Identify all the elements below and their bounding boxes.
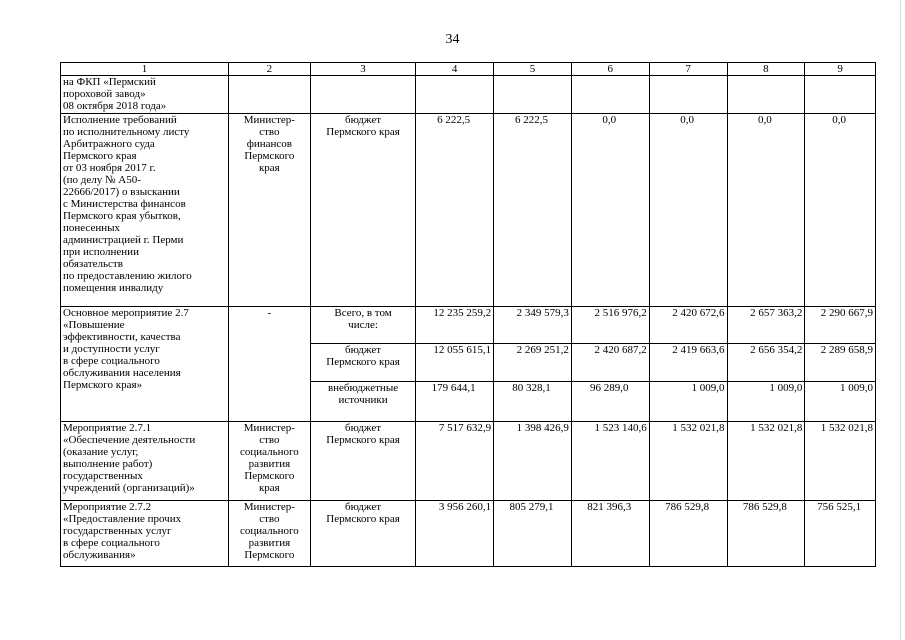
amount-year-4: 786 529,8: [727, 501, 805, 567]
amount-year-2: 821 396,3: [571, 501, 649, 567]
table-row: [61, 422, 876, 501]
amount-year-5: 756 525,1: [805, 501, 876, 567]
amount-total: [416, 76, 494, 114]
amount-year-4: [727, 76, 805, 114]
funding-source: Всего, в том числе:: [310, 307, 415, 344]
amount-total: 179 644,1: [416, 382, 494, 422]
funding-source: бюджет Пермского края: [310, 422, 415, 501]
amount-year-1: 805 279,1: [494, 501, 572, 567]
amount-year-3: 1 532 021,8: [649, 422, 727, 501]
activity-name: Мероприятие 2.7.1 «Обеспечение деятельности (оказание услуг, выполнение работ) государственных учреждений (организаций)»: [61, 422, 229, 501]
table-row: [61, 114, 876, 307]
responsible-executor: -: [228, 307, 310, 422]
column-header-1: 1: [61, 63, 229, 76]
amount-year-4: 0,0: [727, 114, 805, 307]
column-header-4: 4: [416, 63, 494, 76]
activity-name: Мероприятие 2.7.2 «Предоставление прочих государственных услуг в сфере социального обслуживания»: [61, 501, 229, 567]
table-row: [61, 76, 876, 114]
responsible-executor: Министер- ство социального развития Пермского края: [228, 422, 310, 501]
amount-total: 12 055 615,1: [416, 344, 494, 382]
amount-year-4: 2 657 363,2: [727, 307, 805, 344]
amount-year-4: 2 656 354,2: [727, 344, 805, 382]
amount-year-3: [649, 76, 727, 114]
funding-source: бюджет Пермского края: [310, 344, 415, 382]
activity-name: Основное мероприятие 2.7 «Повышение эффективности, качества и доступности услуг в сфере социального обслуживания населения Пермского края»: [61, 307, 229, 422]
header-row: [61, 63, 876, 76]
amount-year-3: 0,0: [649, 114, 727, 307]
amount-year-3: 2 419 663,6: [649, 344, 727, 382]
amount-year-3: 1 009,0: [649, 382, 727, 422]
amount-year-5: 0,0: [805, 114, 876, 307]
column-header-6: 6: [571, 63, 649, 76]
responsible-executor: [228, 76, 310, 114]
amount-year-1: 2 269 251,2: [494, 344, 572, 382]
amount-total: 3 956 260,1: [416, 501, 494, 567]
activity-name: Исполнение требований по исполнительному листу Арбитражного суда Пермского края от 03 ноября 2017 г. (по делу № А50- 22666/2017) о взыскании с Министерства финансов Пермского края убытков, понесенных администрацией г. Перми при исполнении обязательств по предоставлению жилого помещения инвалиду: [61, 114, 229, 307]
column-header-8: 8: [727, 63, 805, 76]
funding-source: [310, 76, 415, 114]
amount-total: 12 235 259,2: [416, 307, 494, 344]
amount-year-3: 786 529,8: [649, 501, 727, 567]
amount-year-2: 96 289,0: [571, 382, 649, 422]
column-header-3: 3: [310, 63, 415, 76]
column-header-7: 7: [649, 63, 727, 76]
amount-year-5: 2 289 658,9: [805, 344, 876, 382]
funding-source: внебюджетные источники: [310, 382, 415, 422]
funding-source: бюджет Пермского края: [310, 501, 415, 567]
amount-year-5: 2 290 667,9: [805, 307, 876, 344]
amount-year-1: [494, 76, 572, 114]
budget-table: [60, 62, 876, 567]
column-header-2: 2: [228, 63, 310, 76]
amount-total: 7 517 632,9: [416, 422, 494, 501]
amount-year-3: 2 420 672,6: [649, 307, 727, 344]
responsible-executor: Министер- ство социального развития Пермского: [228, 501, 310, 567]
amount-year-1: 1 398 426,9: [494, 422, 572, 501]
scan-edge: [900, 0, 901, 640]
amount-year-5: 1 532 021,8: [805, 422, 876, 501]
amount-year-2: [571, 76, 649, 114]
responsible-executor: Министер- ство финансов Пермского края: [228, 114, 310, 307]
amount-year-5: [805, 76, 876, 114]
amount-total: 6 222,5: [416, 114, 494, 307]
amount-year-2: 2 420 687,2: [571, 344, 649, 382]
amount-year-1: 80 328,1: [494, 382, 572, 422]
table-row: [61, 307, 876, 344]
column-header-5: 5: [494, 63, 572, 76]
funding-source: бюджет Пермского края: [310, 114, 415, 307]
amount-year-1: 2 349 579,3: [494, 307, 572, 344]
table-row: [61, 501, 876, 567]
amount-year-4: 1 532 021,8: [727, 422, 805, 501]
amount-year-5: 1 009,0: [805, 382, 876, 422]
amount-year-2: 2 516 976,2: [571, 307, 649, 344]
amount-year-2: 1 523 140,6: [571, 422, 649, 501]
amount-year-4: 1 009,0: [727, 382, 805, 422]
activity-name: на ФКП «Пермский пороховой завод» 08 октября 2018 года»: [61, 76, 229, 114]
amount-year-1: 6 222,5: [494, 114, 572, 307]
column-header-9: 9: [805, 63, 876, 76]
page-number: 34: [445, 32, 460, 47]
amount-year-2: 0,0: [571, 114, 649, 307]
